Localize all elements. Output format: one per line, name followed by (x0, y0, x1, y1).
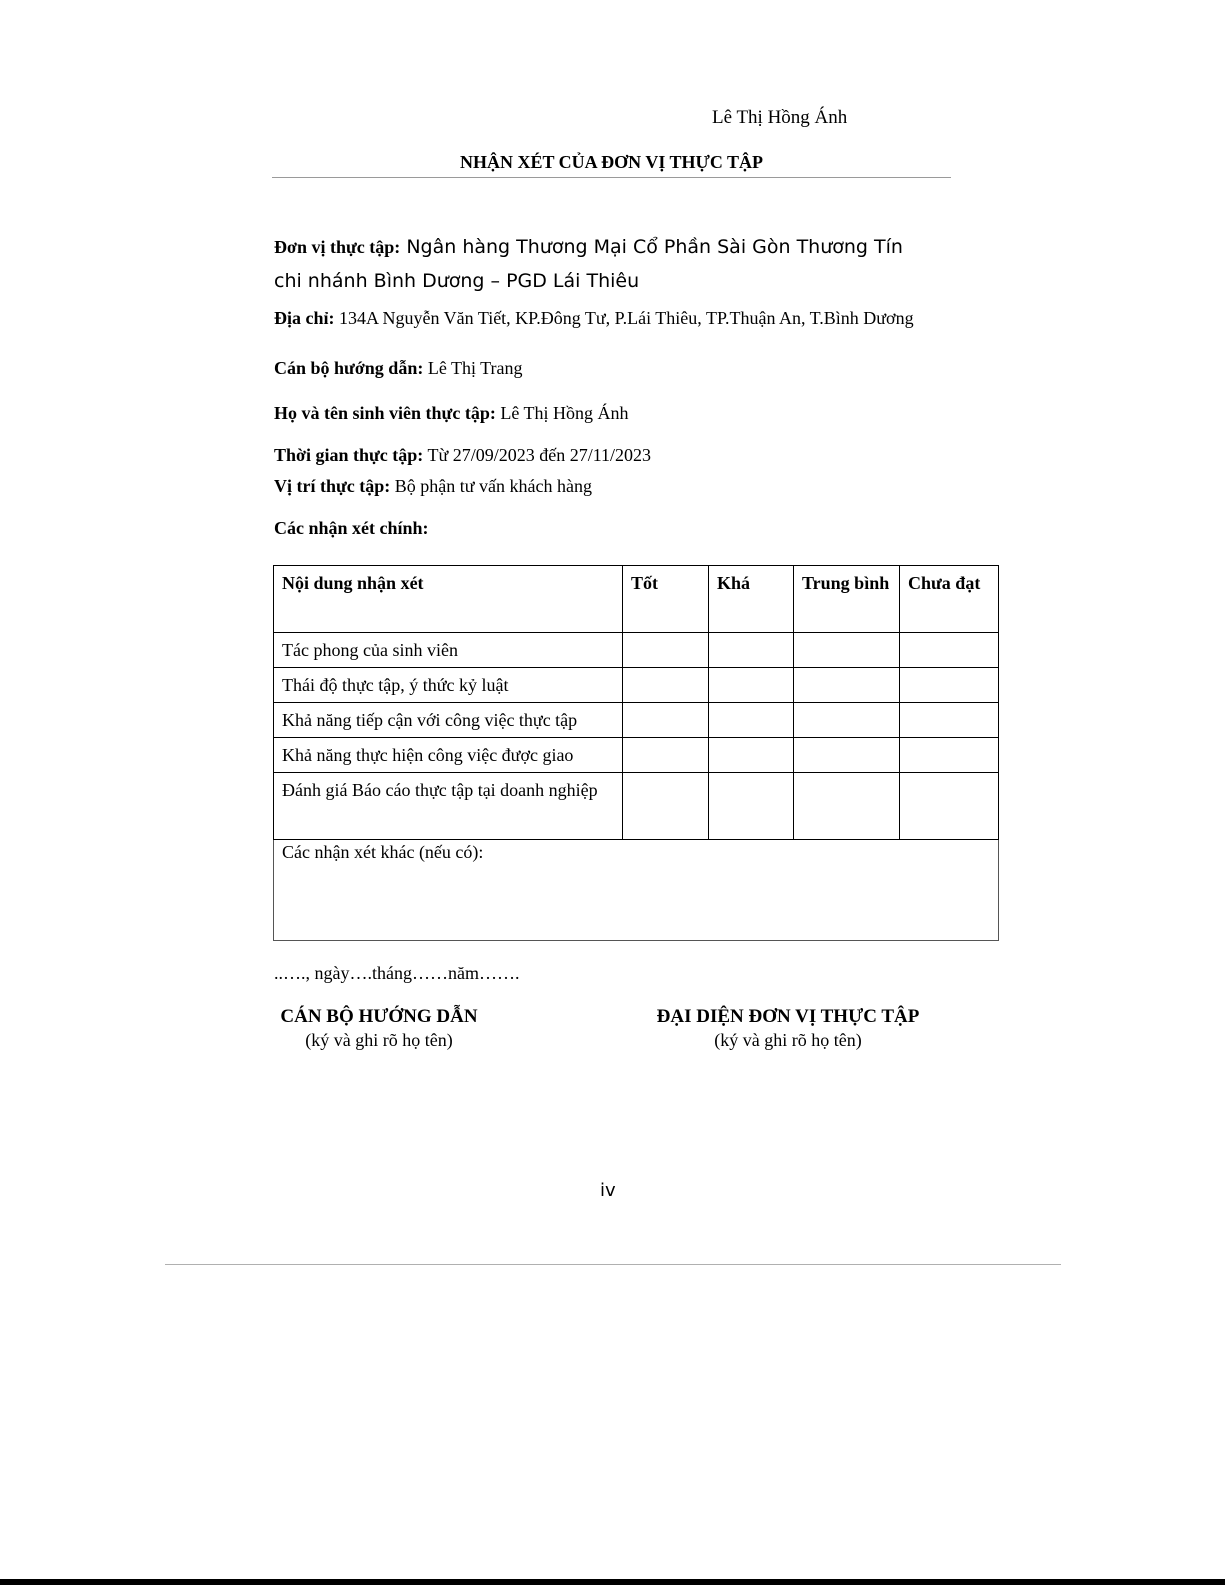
header-author: Lê Thị Hồng Ánh (712, 107, 848, 128)
header-fair: Khá (709, 566, 794, 633)
student-label: Họ và tên sinh viên thực tập: (274, 403, 496, 423)
rating-cell-average[interactable] (794, 738, 900, 773)
rating-cell-good[interactable] (623, 668, 709, 703)
table-row (274, 738, 999, 773)
address-field (274, 307, 952, 329)
rating-cell-fail[interactable] (900, 668, 999, 703)
student-value: Lê Thị Hồng Ánh (495, 403, 629, 423)
page-divider (165, 1264, 1061, 1265)
rating-cell-good[interactable] (623, 633, 709, 668)
position-field (274, 476, 592, 497)
unit-label: Đơn vị thực tập: (274, 237, 401, 257)
address-value: 134A Nguyễn Văn Tiết, KP.Đông Tư, P.Lái Thiêu, TP.Thuận An, T.Bình Dương (334, 308, 914, 328)
period-field (274, 445, 651, 466)
header-average: Trung bình (794, 566, 900, 633)
other-comments-cell[interactable]: Các nhận xét khác (nếu có): (274, 840, 999, 941)
rating-cell-fair[interactable] (709, 738, 794, 773)
criteria-cell: Tác phong của sinh viên (274, 633, 623, 668)
rating-cell-average[interactable] (794, 633, 900, 668)
criteria-cell: Đánh giá Báo cáo thực tập tại doanh nghiệp (274, 773, 623, 840)
student-field (274, 403, 628, 424)
rating-cell-good[interactable] (623, 773, 709, 840)
table-row (274, 633, 999, 668)
table-row (274, 668, 999, 703)
page-title: NHẬN XÉT CỦA ĐƠN VỊ THỰC TẬP (459, 152, 764, 172)
supervisor-signature-note: (ký và ghi rõ họ tên) (305, 1030, 453, 1050)
representative-signature-note: (ký và ghi rõ họ tên) (714, 1030, 862, 1050)
rating-cell-average[interactable] (794, 773, 900, 840)
unit-representative-signature-block (652, 1005, 924, 1051)
supervisor-signature-title: CÁN BỘ HƯỚNG DẪN (280, 1006, 478, 1027)
supervisor-field (274, 358, 523, 379)
bottom-bar (0, 1579, 1225, 1585)
criteria-cell: Thái độ thực tập, ý thức kỷ luật (274, 668, 623, 703)
criteria-cell: Khả năng thực hiện công việc được giao (274, 738, 623, 773)
rating-cell-average[interactable] (794, 703, 900, 738)
table-header-row (274, 566, 999, 633)
rating-cell-good[interactable] (623, 738, 709, 773)
unit-field (274, 230, 934, 298)
date-line: ..…., ngày….tháng……năm……. (274, 963, 520, 983)
title-divider (272, 177, 951, 178)
period-value: Từ 27/09/2023 đến 27/11/2023 (423, 445, 652, 465)
table-row (274, 773, 999, 840)
supervisor-label: Cán bộ hướng dẫn: (274, 358, 424, 378)
table-row (274, 703, 999, 738)
header-criteria: Nội dung nhận xét (274, 566, 623, 633)
header-fail: Chưa đạt (900, 566, 999, 633)
position-value: Bộ phận tư vấn khách hàng (390, 476, 592, 496)
criteria-cell: Khả năng tiếp cận với công việc thực tập (274, 703, 623, 738)
rating-cell-fail[interactable] (900, 738, 999, 773)
rating-cell-fair[interactable] (709, 668, 794, 703)
rating-cell-fail[interactable] (900, 703, 999, 738)
position-label: Vị trí thực tập: (274, 476, 391, 496)
page-number: iv (600, 1180, 616, 1201)
rating-cell-fail[interactable] (900, 633, 999, 668)
evaluation-table (273, 565, 999, 941)
rating-cell-average[interactable] (794, 668, 900, 703)
unit-value: Ngân hàng Thương Mại Cổ Phần Sài Gòn Thương Tín chi nhánh Bình Dương – PGD Lái Thiêu (274, 236, 903, 292)
rating-cell-good[interactable] (623, 703, 709, 738)
main-comments-label: Các nhận xét chính: (274, 518, 429, 538)
rating-cell-fair[interactable] (709, 703, 794, 738)
address-label: Địa chỉ: (274, 308, 335, 328)
representative-signature-title: ĐẠI DIỆN ĐƠN VỊ THỰC TẬP (656, 1006, 920, 1027)
other-comments-row (274, 840, 999, 941)
supervisor-value: Lê Thị Trang (423, 358, 523, 378)
rating-cell-fair[interactable] (709, 633, 794, 668)
rating-cell-fair[interactable] (709, 773, 794, 840)
period-label: Thời gian thực tập: (274, 445, 424, 465)
supervisor-signature-block (274, 1005, 484, 1051)
header-good: Tốt (623, 566, 709, 633)
rating-cell-fail[interactable] (900, 773, 999, 840)
